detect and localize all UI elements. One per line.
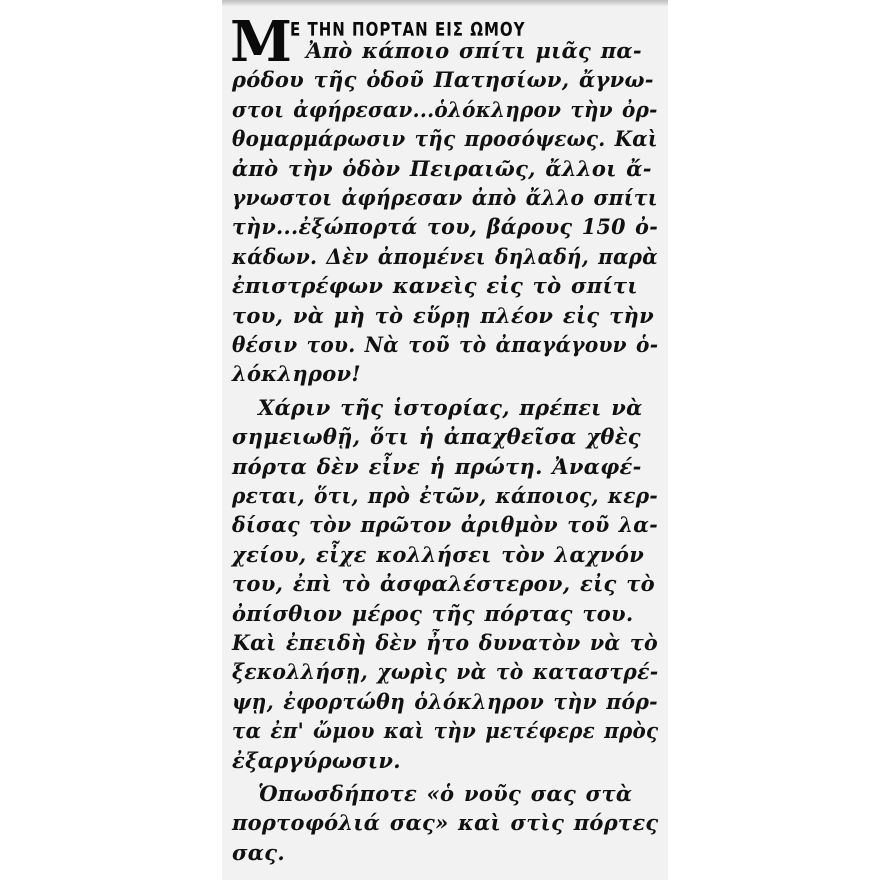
article-line: του, νὰ μὴ τὸ εὕρῃ πλέον εἰς τὴν: [232, 302, 654, 328]
article-line: θέσιν του. Νὰ τοῦ τὸ ἀπαγάγουν ὁ-: [232, 332, 659, 357]
article-line: δίσας τὸν πρῶτον ἀριθμὸν τοῦ λα-: [232, 512, 658, 538]
article-line: ρεται, ὅτι, πρὸ ἐτῶν, κάποιος, κερ-: [232, 483, 658, 508]
headline-text: Ε ΤΗΝ ΠΟΡΤΑΝ ΕΙΣ ΩΜΟΥ: [290, 18, 526, 41]
article-line: Χάριν τῆς ἱστορίας, πρέπει νὰ: [258, 394, 643, 420]
article-line: ἐξαργύρωσιν.: [232, 747, 401, 773]
article-line: ὀπίσθιον μέρος τῆς πόρτας του.: [232, 600, 634, 626]
article-line: πόρτα δὲν εἶνε ἡ πρώτη. Ἀναφέ-: [232, 453, 642, 479]
article-line: κάδων. Δὲν ἀπομένει δηλαδή, παρὰ: [232, 243, 658, 269]
article-line: ξεκολλήσῃ, χωρὶς νὰ τὸ καταστρέ-: [232, 659, 659, 685]
article-line: πορτοφόλιά σας» καὶ στὶς πόρτες: [232, 810, 659, 836]
article-line: του, ἐπὶ τὸ ἀσφαλέστερον, εἰς τὸ: [232, 571, 655, 597]
article-line: τα ἐπ' ὤμου καὶ τὴν μετέφερε πρὸς: [232, 718, 659, 744]
article-line: ρόδου τῆς ὁδοῦ Πατησίων, ἄγνω-: [232, 67, 654, 93]
article-line: λόκληρον!: [232, 361, 361, 387]
article-line: ἀπὸ τὴν ὁδὸν Πειραιῶς, ἄλλοι ἄ-: [232, 155, 652, 181]
article-line: γνωστοι ἀφήρεσαν ἀπὸ ἄλλο σπίτι: [232, 185, 658, 210]
article-line: χείου, εἶχε κολλήσει τὸν λαχνόν: [232, 541, 645, 567]
top-rule: [222, 0, 668, 6]
newspaper-clipping: [222, 0, 668, 880]
article-line: Ἀπὸ κάποιο σπίτι μιᾶς πα-: [306, 38, 642, 63]
article-line: σας.: [232, 839, 285, 865]
article-line: τὴν...ἐξώπορτά του, βάρους 150 ὀ-: [232, 214, 659, 240]
article-line: Καὶ ἐπειδὴ δὲν ἦτο δυνατὸν νὰ τὸ: [232, 630, 658, 655]
article-line: Ὁπωσδήποτε «ὁ νοῦς σας στὰ: [258, 781, 633, 806]
headline-drop-cap: Μ: [230, 9, 291, 75]
article-line: θομαρμάρωσιν τῆς προσόψεως. Καὶ: [232, 126, 658, 152]
article-line: ψῃ, ἐφορτώθη ὁλόκληρον τὴν πόρ-: [232, 688, 658, 714]
article-line: ἐπιστρέφων κανεὶς εἰς τὸ σπίτι: [232, 273, 638, 299]
article-line: στοι ἀφήρεσαν...ὁλόκληρον τὴν ὀρ-: [232, 96, 658, 122]
article-line: σημειωθῇ, ὅτι ἡ ἀπαχθεῖσα χθὲς: [232, 424, 641, 450]
